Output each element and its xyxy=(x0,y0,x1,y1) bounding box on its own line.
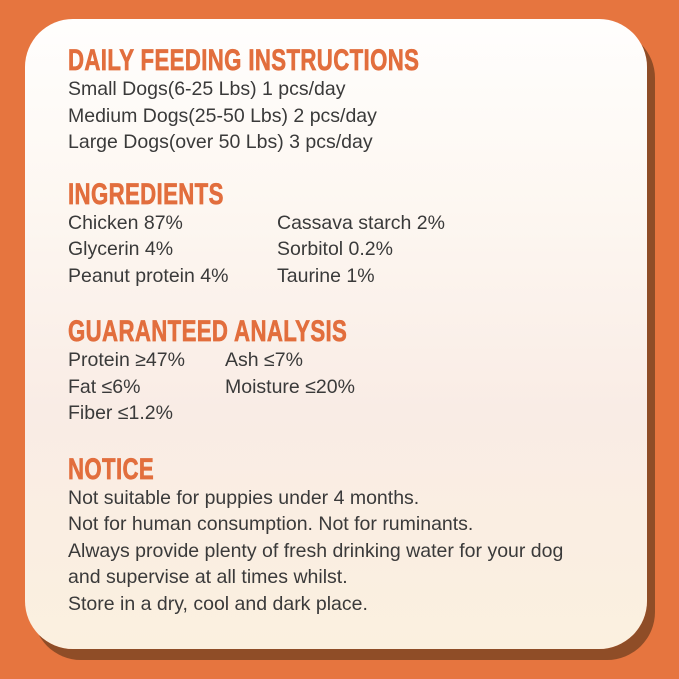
notice-line-storage: Store in a dry, cool and dark place. xyxy=(68,592,368,615)
notice-heading-text: NOTICE xyxy=(68,452,155,486)
ingredients-section-heading xyxy=(68,177,621,211)
notice-line-supervise: and supervise at all times whilst. xyxy=(68,566,348,588)
label-card xyxy=(25,19,647,649)
analysis-right-column xyxy=(225,347,621,427)
ingredient-taurine: Taurine 1% xyxy=(277,264,375,287)
analysis-table xyxy=(68,347,621,427)
analysis-section-heading xyxy=(68,317,621,347)
notice-line-puppies: Not suitable for puppies under 4 months. xyxy=(68,486,420,509)
analysis-moisture: Moisture ≤20% xyxy=(225,375,355,398)
feeding-line-medium-dogs: Medium Dogs(25-50 Lbs) 2 pcs/day xyxy=(68,104,377,127)
ingredients-heading-text: INGREDIENTS xyxy=(68,177,224,211)
analysis-protein: Protein ≥47% xyxy=(68,349,185,371)
feeding-lines xyxy=(68,76,621,156)
notice-line-human-consumption: Not for human consumption. Not for ruminants. xyxy=(68,513,474,535)
notice-lines xyxy=(68,485,621,618)
ingredients-left-column xyxy=(68,210,277,290)
analysis-fat: Fat ≤6% xyxy=(68,375,141,398)
ingredient-sorbitol: Sorbitol 0.2% xyxy=(277,238,393,260)
analysis-left-column xyxy=(68,347,225,427)
ingredients-table xyxy=(68,210,621,290)
ingredients-right-column xyxy=(277,210,621,290)
ingredient-peanut-protein: Peanut protein 4% xyxy=(68,264,229,287)
analysis-ash: Ash ≤7% xyxy=(225,349,303,371)
feeding-heading-text: DAILY FEEDING INSTRUCTIONS xyxy=(68,44,420,77)
label-content xyxy=(25,19,647,617)
analysis-heading-text: GUARANTEED ANALYSIS xyxy=(68,315,348,348)
feeding-line-large-dogs: Large Dogs(over 50 Lbs) 3 pcs/day xyxy=(68,131,373,153)
ingredient-cassava-starch: Cassava starch 2% xyxy=(277,211,445,234)
analysis-fiber: Fiber ≤1.2% xyxy=(68,402,173,424)
feeding-line-small-dogs: Small Dogs(6-25 Lbs) 1 pcs/day xyxy=(68,78,346,100)
ingredient-chicken: Chicken 87% xyxy=(68,211,183,234)
notice-line-fresh-water: Always provide plenty of fresh drinking water for your dog xyxy=(68,539,564,562)
feeding-section-heading xyxy=(68,46,621,76)
ingredient-glycerin: Glycerin 4% xyxy=(68,238,174,260)
notice-section-heading xyxy=(68,452,621,486)
